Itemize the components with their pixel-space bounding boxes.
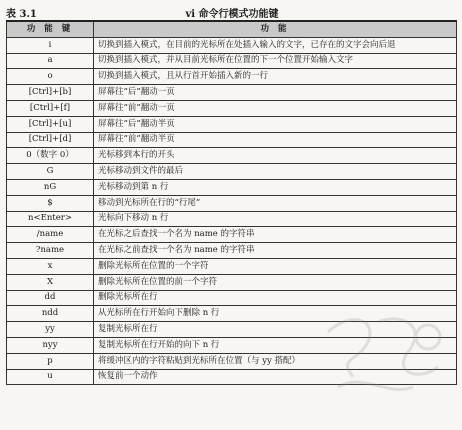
row-key: [Ctrl]+[b] [7,85,94,101]
row-key: a [7,53,94,69]
table-row [7,132,457,148]
row-description: 移动到光标所在行的“行尾” [94,195,457,211]
row-description: 屏幕往“后”翻动半页 [94,116,457,132]
row-description: 屏幕往“前”翻动一页 [94,100,457,116]
row-key: /name [7,227,94,243]
row-key: ?name [7,243,94,259]
row-description: 复制光标所在行 [94,322,457,338]
row-key: u [7,369,94,385]
row-key: [Ctrl]+[f] [7,100,94,116]
table-row [7,195,457,211]
header-function: 功 能 [94,21,457,37]
row-description: 删除光标所在位置的一个字符 [94,258,457,274]
table-row [7,211,457,227]
row-key: x [7,258,94,274]
table-row [7,85,457,101]
table-number: 表 3.1 [6,9,37,20]
row-description: 光标向下移动 n 行 [94,211,457,227]
table-title: vi 命令行模式功能键 [185,9,279,20]
row-key: $ [7,195,94,211]
row-key: o [7,69,94,85]
table-row [7,37,457,53]
row-description: 屏幕往“后”翻动一页 [94,85,457,101]
row-description: 切换到插入模式，在目前的光标所在处插入输入的文字，已存在的文字会向后退 [94,37,457,53]
row-description: 恢复前一个动作 [94,369,457,385]
cut-off-text [6,421,306,430]
row-description: 删除光标所在位置的前一个字符 [94,274,457,290]
row-description: 在光标之前查找一个名为 name 的字符串 [94,243,457,259]
row-key: [Ctrl]+[d] [7,132,94,148]
row-description: 光标移动到文件的最后 [94,164,457,180]
row-key: 0（数字 0） [7,148,94,164]
header-row [7,21,457,37]
table-caption [6,4,458,18]
row-key: yy [7,322,94,338]
row-key: p [7,353,94,369]
table-row [7,258,457,274]
row-key: nyy [7,337,94,353]
row-description: 将缓冲区内的字符粘贴到光标所在位置（与 yy 搭配） [94,353,457,369]
table-row [7,116,457,132]
row-description: 切换到插入模式，并从目前光标所在位置的下一个位置开始输入文字 [94,53,457,69]
row-description: 在光标之后查找一个名为 name 的字符串 [94,227,457,243]
table-row [7,53,457,69]
row-key: [Ctrl]+[u] [7,116,94,132]
row-description: 光标移到本行的开头 [94,148,457,164]
row-description: 屏幕往“前”翻动半页 [94,132,457,148]
table-row [7,274,457,290]
stamp-watermark [308,302,458,412]
row-key: nG [7,179,94,195]
row-description: 从光标所在行开始向下删除 n 行 [94,306,457,322]
row-key: i [7,37,94,53]
table-row [7,164,457,180]
row-description: 删除光标所在行 [94,290,457,306]
row-description: 光标移动到第 n 行 [94,179,457,195]
row-description: 切换到插入模式，且从行首开始插入新的一行 [94,69,457,85]
table-row [7,100,457,116]
table-row [7,148,457,164]
row-key: X [7,274,94,290]
row-key: G [7,164,94,180]
table-row [7,179,457,195]
table-row [7,243,457,259]
row-key: ndd [7,306,94,322]
row-description: 复制光标所在行开始的向下 n 行 [94,337,457,353]
row-key: dd [7,290,94,306]
header-key: 功 能 键 [7,21,94,37]
table-row [7,227,457,243]
table-row [7,69,457,85]
row-key: n<Enter> [7,211,94,227]
